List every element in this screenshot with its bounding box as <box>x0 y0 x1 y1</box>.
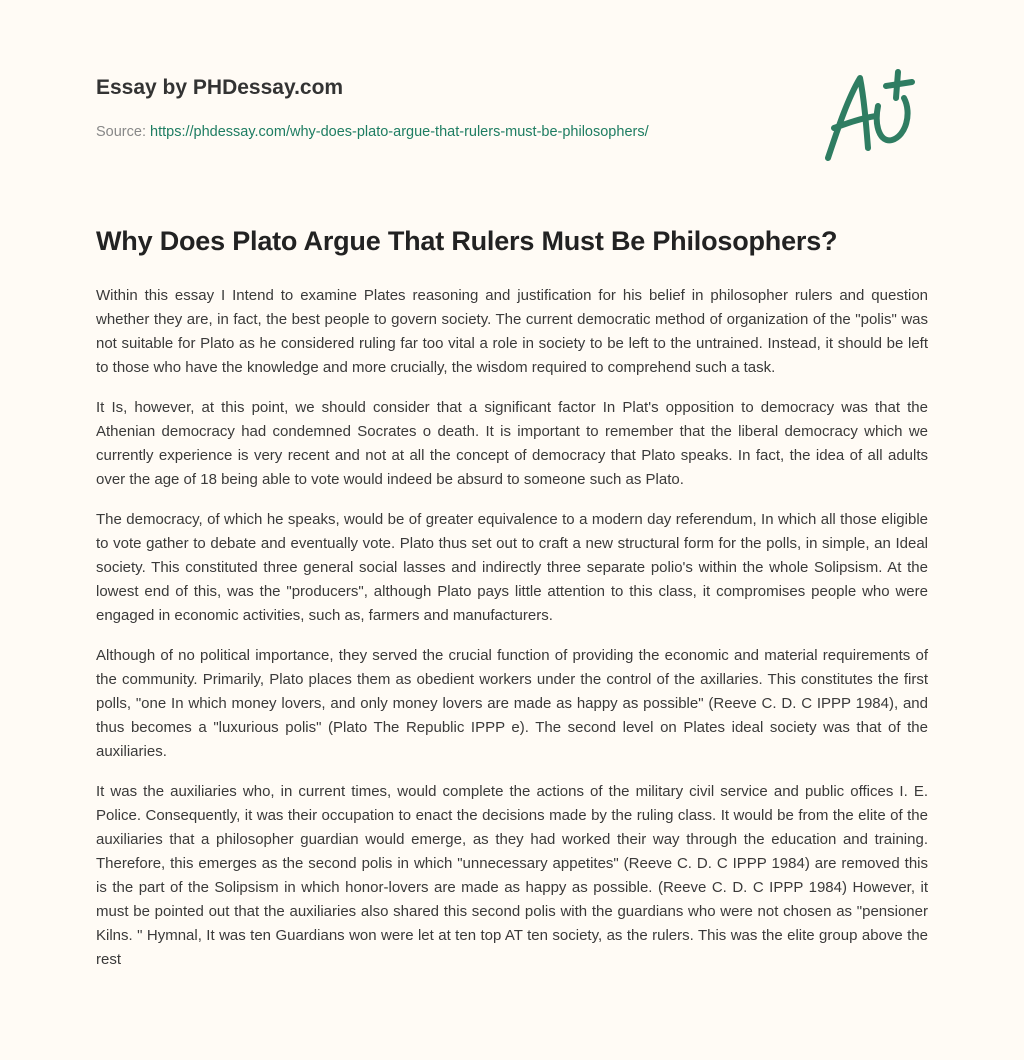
paragraph: It was the auxiliaries who, in current times, would complete the actions of the military civil service and public offices I. E. Police. Consequently, it was their occupation to enact the decisions made by the ruling class. It would be from the elite of the auxiliaries that a philosopher guardian would emerge, as they had worked their way through the education and training. Therefore, this emerges as the second polis in which "unnecessary appetites" (Reeve C. D. C IPPP 1984) are removed this is the part of the Solipsism in which honor-lovers are made as happy as possible. (Reeve C. D. C IPPP 1984) However, it must be pointed out that the auxiliaries also shared this second polis with the guardians who were not chosen as "pensioner Kilns. " Hymnal, It was ten Guardians won were let at ten top AT ten society, as the rulers. This was the elite group above the rest <box>96 783 928 968</box>
paragraph: It Is, however, at this point, we should consider that a significant factor In Plat's opposition to democracy was that the Athenian democracy had condemned Socrates o death. It is important to remember that the liberal democracy which we currently experience is very recent and not at all the concept of democracy that Plato speaks. In fact, the idea of all adults over the age of 18 being able to vote would indeed be absurd to someone such as Plato. <box>96 399 928 488</box>
article-body <box>96 284 928 988</box>
a-plus-logo-icon <box>820 68 930 168</box>
site-brand: Essay by PHDessay.com <box>96 76 344 99</box>
source-link[interactable]: https://phdessay.com/why-does-plato-argue-that-rulers-must-be-philosophers/ <box>150 124 649 140</box>
source-line <box>96 124 649 140</box>
paragraph: Although of no political importance, they served the crucial function of providing the economic and material requirements of the community. Primarily, Plato places them as obedient workers under the control of the axillaries. This constitutes the first polls, "one In which money lovers, and only money lovers are made as happy as possible" (Reeve C. D. C IPPP 1984), and thus becomes a "luxurious polis" (Plato The Republic IPPP e). The second level on Plates ideal society was that of the auxiliaries. <box>96 647 928 760</box>
paragraph: Within this essay I Intend to examine Plates reasoning and justification for his belief in philosopher rulers and question whether they are, in fact, the best people to govern society. The current democratic method of organization of the "polis" was not suitable for Plato as he considered ruling far too vital a role in society to be left to the untrained. Instead, it should be left to those who have the knowledge and more crucially, the wisdom required to comprehend such a task. <box>96 287 928 376</box>
source-label: Source: <box>96 124 146 140</box>
paragraph: The democracy, of which he speaks, would be of greater equivalence to a modern day referendum, In which all those eligible to vote gather to debate and eventually vote. Plato thus set out to craft a new structural form for the polls, in simple, an Ideal society. This constituted three general social lasses and indirectly three separate polio's within the whole Solipsism. At the lowest end of this, was the "producers", although Plato pays little attention to this class, it compromises people who were engaged in economic activities, such as, farmers and manufacturers. <box>96 511 928 624</box>
article-title: Why Does Plato Argue That Rulers Must Be Philosophers? <box>96 226 838 256</box>
